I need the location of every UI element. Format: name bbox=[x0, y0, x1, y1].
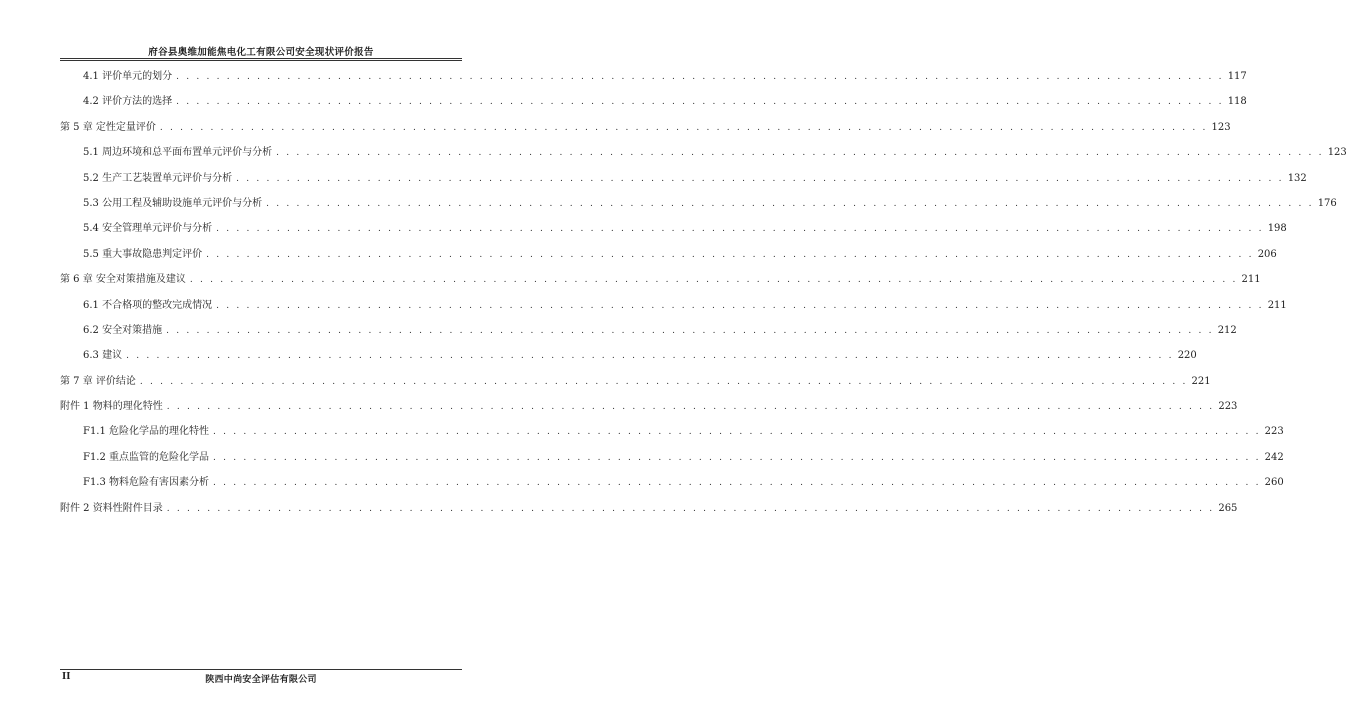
toc-entry-label: 5.5 重大事故隐患判定评价 bbox=[83, 248, 203, 260]
toc-entry-label: F1.3 物料危险有害因素分析 bbox=[83, 477, 210, 489]
toc-entry-page: 176 bbox=[1317, 197, 1337, 209]
toc-leader-dots: . . . . . . . . . . . . . . . . . . . . . . . . . . . . . . . . . . . . . . . . . . . . . . . . . . . . . . . . . . . . . . . . . . . . . . . . . . . . . . . . . . . . . . . . . . . . . . . . . . . . . . . . bbox=[206, 249, 1254, 260]
toc-entry-page: 265 bbox=[1218, 502, 1238, 514]
toc-entry[interactable] bbox=[60, 320, 1237, 345]
table-of-contents bbox=[60, 66, 1347, 523]
toc-leader-dots: . . . . . . . . . . . . . . . . . . . . . . . . . . . . . . . . . . . . . . . . . . . . . . . . . . . . . . . . . . . . . . . . . . . . . . . . . . . . . . . . . . . . . . . . . . . . . . . . . . . . . . . . bbox=[276, 148, 1324, 159]
header-rule-thin bbox=[60, 60, 462, 61]
toc-entry-page: 242 bbox=[1264, 451, 1284, 463]
toc-entry-page: 211 bbox=[1241, 274, 1261, 286]
toc-entry-label: 4.2 评价方法的选择 bbox=[83, 96, 173, 108]
toc-entry-page: 123 bbox=[1327, 147, 1347, 159]
toc-entry-page: 123 bbox=[1211, 121, 1231, 133]
toc-entry-label: 附件 1 物料的理化特性 bbox=[60, 401, 163, 413]
toc-entry-label: 6.2 安全对策措施 bbox=[83, 324, 163, 336]
toc-entry-page: 211 bbox=[1267, 299, 1287, 311]
toc-leader-dots: . . . . . . . . . . . . . . . . . . . . . . . . . . . . . . . . . . . . . . . . . . . . . . . . . . . . . . . . . . . . . . . . . . . . . . . . . . . . . . . . . . . . . . . . . . . . . . . . . . . . . . . . bbox=[166, 325, 1214, 336]
toc-entry[interactable] bbox=[60, 218, 1287, 243]
toc-leader-dots: . . . . . . . . . . . . . . . . . . . . . . . . . . . . . . . . . . . . . . . . . . . . . . . . . . . . . . . . . . . . . . . . . . . . . . . . . . . . . . . . . . . . . . . . . . . . . . . . . . . . . . . . bbox=[213, 452, 1261, 463]
toc-leader-dots: . . . . . . . . . . . . . . . . . . . . . . . . . . . . . . . . . . . . . . . . . . . . . . . . . . . . . . . . . . . . . . . . . . . . . . . . . . . . . . . . . . . . . . . . . . . . . . . . . . . . . . . . bbox=[159, 122, 1208, 133]
toc-entry-page: 212 bbox=[1217, 324, 1237, 336]
toc-entry-label: 第 5 章 定性定量评价 bbox=[60, 121, 156, 133]
toc-entry[interactable] bbox=[60, 295, 1287, 320]
toc-entry-page: 132 bbox=[1287, 172, 1307, 184]
toc-entry-label: 6.1 不合格项的整改完成情况 bbox=[83, 299, 213, 311]
toc-leader-dots: . . . . . . . . . . . . . . . . . . . . . . . . . . . . . . . . . . . . . . . . . . . . . . . . . . . . . . . . . . . . . . . . . . . . . . . . . . . . . . . . . . . . . . . . . . . . . . . . . . . . . . . . bbox=[166, 503, 1215, 514]
toc-entry[interactable] bbox=[60, 447, 1284, 472]
toc-entry-page: 260 bbox=[1264, 477, 1284, 489]
toc-entry[interactable] bbox=[60, 244, 1277, 269]
toc-entry-label: 第 7 章 评价结论 bbox=[60, 375, 136, 387]
toc-entry[interactable] bbox=[60, 193, 1337, 218]
toc-entry-label: 5.4 安全管理单元评价与分析 bbox=[83, 223, 213, 235]
toc-leader-dots: . . . . . . . . . . . . . . . . . . . . . . . . . . . . . . . . . . . . . . . . . . . . . . . . . . . . . . . . . . . . . . . . . . . . . . . . . . . . . . . . . . . . . . . . . . . . . . . . . . . . . . . . bbox=[176, 72, 1224, 82]
toc-entry-page: 220 bbox=[1177, 350, 1197, 362]
toc-entry-page: 221 bbox=[1191, 375, 1211, 387]
header-rule bbox=[60, 58, 462, 59]
toc-entry-page: 206 bbox=[1257, 248, 1277, 260]
toc-leader-dots: . . . . . . . . . . . . . . . . . . . . . . . . . . . . . . . . . . . . . . . . . . . . . . . . . . . . . . . . . . . . . . . . . . . . . . . . . . . . . . . . . . . . . . . . . . . . . . . . . . . . . . . . bbox=[213, 478, 1261, 489]
footer-rule bbox=[60, 669, 462, 670]
toc-entry-label: F1.1 危险化学品的理化特性 bbox=[83, 426, 210, 438]
toc-leader-dots: . . . . . . . . . . . . . . . . . . . . . . . . . . . . . . . . . . . . . . . . . . . . . . . . . . . . . . . . . . . . . . . . . . . . . . . . . . . . . . . . . . . . . . . . . . . . . . . . . . . . . . . . bbox=[213, 427, 1261, 438]
toc-leader-dots: . . . . . . . . . . . . . . . . . . . . . . . . . . . . . . . . . . . . . . . . . . . . . . . . . . . . . . . . . . . . . . . . . . . . . . . . . . . . . . . . . . . . . . . . . . . . . . . . . . . . . . . . bbox=[266, 198, 1314, 209]
footer-page-number: II bbox=[62, 672, 71, 682]
toc-entry-page: 198 bbox=[1267, 223, 1287, 235]
toc-entry-page: 117 bbox=[1227, 71, 1247, 82]
toc-entry-page: 118 bbox=[1227, 96, 1247, 108]
toc-entry-page: 223 bbox=[1264, 426, 1284, 438]
toc-entry-label: 4.1 评价单元的划分 bbox=[83, 71, 173, 82]
toc-entry-label: 6.3 建议 bbox=[83, 350, 123, 362]
toc-leader-dots: . . . . . . . . . . . . . . . . . . . . . . . . . . . . . . . . . . . . . . . . . . . . . . . . . . . . . . . . . . . . . . . . . . . . . . . . . . . . . . . . . . . . . . . . . . . . . . . . . . . . . . . . bbox=[189, 275, 1238, 286]
toc-entry[interactable] bbox=[60, 91, 1247, 116]
toc-entry[interactable] bbox=[60, 421, 1284, 446]
toc-leader-dots: . . . . . . . . . . . . . . . . . . . . . . . . . . . . . . . . . . . . . . . . . . . . . . . . . . . . . . . . . . . . . . . . . . . . . . . . . . . . . . . . . . . . . . . . . . . . . . . . . . . . . . . . bbox=[216, 300, 1264, 311]
toc-leader-dots: . . . . . . . . . . . . . . . . . . . . . . . . . . . . . . . . . . . . . . . . . . . . . . . . . . . . . . . . . . . . . . . . . . . . . . . . . . . . . . . . . . . . . . . . . . . . . . . . . . . . . . . . bbox=[139, 376, 1188, 387]
toc-leader-dots: . . . . . . . . . . . . . . . . . . . . . . . . . . . . . . . . . . . . . . . . . . . . . . . . . . . . . . . . . . . . . . . . . . . . . . . . . . . . . . . . . . . . . . . . . . . . . . . . . . . . . . . . bbox=[176, 97, 1224, 108]
toc-leader-dots: . . . . . . . . . . . . . . . . . . . . . . . . . . . . . . . . . . . . . . . . . . . . . . . . . . . . . . . . . . . . . . . . . . . . . . . . . . . . . . . . . . . . . . . . . . . . . . . . . . . . . . . . bbox=[236, 173, 1284, 184]
toc-entry[interactable] bbox=[60, 117, 1231, 142]
toc-entry-label: 附件 2 资料性附件目录 bbox=[60, 502, 163, 514]
toc-entry-page: 223 bbox=[1218, 401, 1238, 413]
header-title: 府谷县奥维加能焦电化工有限公司安全现状评价报告 bbox=[148, 47, 374, 58]
toc-leader-dots: . . . . . . . . . . . . . . . . . . . . . . . . . . . . . . . . . . . . . . . . . . . . . . . . . . . . . . . . . . . . . . . . . . . . . . . . . . . . . . . . . . . . . . . . . . . . . . . . . . . . . . . . bbox=[166, 402, 1215, 413]
toc-entry[interactable] bbox=[60, 396, 1238, 421]
toc-entry-label: 5.1 周边环境和总平面布置单元评价与分析 bbox=[83, 147, 273, 159]
toc-entry[interactable] bbox=[60, 472, 1284, 497]
toc-entry-label: 5.2 生产工艺装置单元评价与分析 bbox=[83, 172, 233, 184]
toc-entry[interactable] bbox=[60, 168, 1307, 193]
toc-entry[interactable] bbox=[60, 371, 1211, 396]
toc-leader-dots: . . . . . . . . . . . . . . . . . . . . . . . . . . . . . . . . . . . . . . . . . . . . . . . . . . . . . . . . . . . . . . . . . . . . . . . . . . . . . . . . . . . . . . . . . . . . . . . . . . . . . . . . bbox=[216, 224, 1264, 235]
footer-company: 陕西中尚安全评估有限公司 bbox=[205, 675, 317, 685]
toc-entry[interactable] bbox=[60, 66, 1247, 91]
toc-entry[interactable] bbox=[60, 269, 1261, 294]
toc-entry[interactable] bbox=[60, 345, 1197, 370]
toc-entry-label: F1.2 重点监管的危险化学品 bbox=[83, 451, 210, 463]
toc-entry[interactable] bbox=[60, 142, 1347, 167]
toc-entry-label: 5.3 公用工程及辅助设施单元评价与分析 bbox=[83, 197, 263, 209]
toc-entry-label: 第 6 章 安全对策措施及建议 bbox=[60, 274, 186, 286]
toc-leader-dots: . . . . . . . . . . . . . . . . . . . . . . . . . . . . . . . . . . . . . . . . . . . . . . . . . . . . . . . . . . . . . . . . . . . . . . . . . . . . . . . . . . . . . . . . . . . . . . . . . . . . . . . . bbox=[126, 351, 1174, 362]
toc-entry[interactable] bbox=[60, 498, 1238, 523]
